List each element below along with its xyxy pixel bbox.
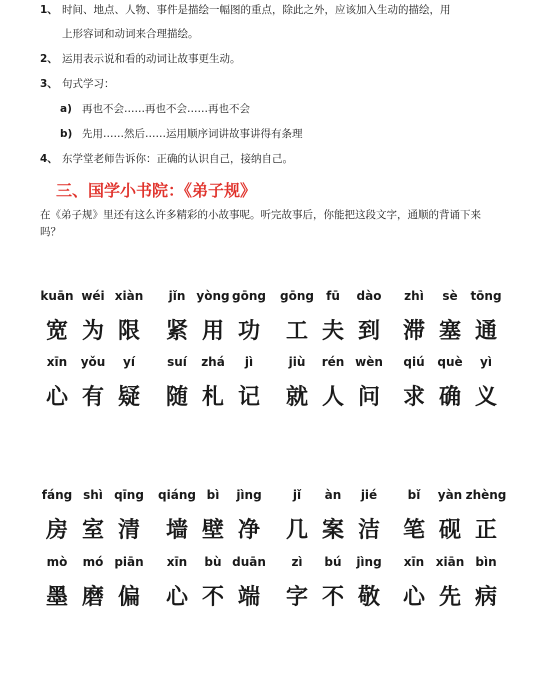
- list-item-4: [40, 152, 293, 166]
- hanzi-character: 不: [321, 584, 345, 610]
- pinyin-syllable: kuān: [40, 289, 74, 303]
- hanzi-character: 敬: [357, 584, 381, 610]
- pinyin-syllable: fáng: [41, 488, 73, 502]
- hanzi-character: 壁: [201, 517, 225, 543]
- pinyin-syllable: jì: [244, 355, 254, 369]
- pinyin-syllable: qiú: [403, 355, 425, 369]
- pinyin-syllable: bìn: [475, 555, 497, 569]
- pinyin-syllable: jiù: [288, 355, 306, 369]
- list-text: 再也不会……再也不会……再也不会: [82, 103, 250, 115]
- pinyin-syllable: tōng: [470, 289, 502, 303]
- pinyin-syllable: yí: [123, 355, 135, 369]
- list-number: 3、: [40, 78, 58, 90]
- pinyin-syllable: suí: [167, 355, 187, 369]
- pinyin-syllable: gōng: [280, 289, 314, 303]
- list-number: 1、: [40, 4, 58, 16]
- hanzi-character: 磨: [81, 584, 105, 610]
- list-number: 2、: [40, 53, 58, 65]
- pinyin-syllable: dào: [356, 289, 382, 303]
- hanzi-character: 到: [357, 318, 381, 344]
- list-number: a): [60, 103, 72, 115]
- list-item-3a: [60, 102, 250, 116]
- hanzi-character: 端: [237, 584, 261, 610]
- hanzi-character: 洁: [357, 517, 381, 543]
- pinyin-syllable: fū: [326, 289, 340, 303]
- hanzi-character: 人: [321, 384, 345, 410]
- hanzi-character: 字: [285, 584, 309, 610]
- hanzi-character: 札: [201, 384, 225, 410]
- pinyin-syllable: àn: [324, 488, 342, 502]
- hanzi-character: 为: [81, 318, 105, 344]
- pinyin-syllable: rén: [321, 355, 345, 369]
- list-text: 句式学习：: [62, 78, 115, 90]
- hanzi-character: 紧: [165, 318, 189, 344]
- pinyin-syllable: jié: [360, 488, 378, 502]
- pinyin-syllable: bù: [204, 555, 222, 569]
- pinyin-syllable: xīn: [166, 555, 188, 569]
- pinyin-syllable: shì: [83, 488, 103, 502]
- hanzi-character: 限: [117, 318, 141, 344]
- pinyin-syllable: mò: [46, 555, 68, 569]
- hanzi-character: 墙: [165, 517, 189, 543]
- hanzi-character: 偏: [117, 584, 141, 610]
- intro-paragraph: 在《弟子规》里还有这么许多精彩的小故事呢。听完故事后，你能把这段文字，通顺的背诵下来吗？: [40, 209, 481, 238]
- pinyin-syllable: bú: [324, 555, 342, 569]
- hanzi-character: 功: [237, 318, 261, 344]
- hanzi-character: 塞: [438, 318, 462, 344]
- pinyin-syllable: què: [437, 355, 463, 369]
- section-title: 三、国学小书院：《弟子规》: [56, 181, 257, 200]
- pinyin-syllable: xīn: [403, 555, 425, 569]
- hanzi-character: 滞: [402, 318, 426, 344]
- hanzi-character: 墨: [45, 584, 69, 610]
- pinyin-syllable: yàn: [437, 488, 463, 502]
- hanzi-character: 笔: [402, 517, 426, 543]
- list-item-2: [40, 52, 241, 66]
- hanzi-character: 工: [285, 318, 309, 344]
- list-item-1-continued: [62, 27, 199, 41]
- hanzi-character: 心: [165, 584, 189, 610]
- hanzi-character: 求: [402, 384, 426, 410]
- hanzi-character: 先: [438, 584, 462, 610]
- list-text: 上形容词和动词来合理描绘。: [62, 28, 199, 40]
- pinyin-syllable: duān: [232, 555, 266, 569]
- pinyin-syllable: qīng: [114, 488, 144, 502]
- hanzi-character: 宽: [45, 318, 69, 344]
- list-item-1: [40, 3, 451, 17]
- pinyin-syllable: yì: [480, 355, 492, 369]
- pinyin-syllable: mó: [82, 555, 104, 569]
- pinyin-syllable: zhá: [201, 355, 225, 369]
- hanzi-character: 就: [285, 384, 309, 410]
- list-text: 时间、地点、人物、事件是描绘一幅图的重点，除此之外，应该加入生动的描绘，用: [62, 4, 451, 16]
- pinyin-syllable: zhèng: [465, 488, 507, 502]
- hanzi-character: 夫: [321, 318, 345, 344]
- pinyin-syllable: jǐ: [292, 488, 302, 502]
- hanzi-character: 净: [237, 517, 261, 543]
- pinyin-syllable: xīn: [46, 355, 68, 369]
- hanzi-character: 疑: [117, 384, 141, 410]
- hanzi-character: 案: [321, 517, 345, 543]
- hanzi-character: 义: [474, 384, 498, 410]
- hanzi-character: 不: [201, 584, 225, 610]
- hanzi-character: 随: [165, 384, 189, 410]
- hanzi-character: 记: [237, 384, 261, 410]
- list-text: 先用……然后……运用顺序词讲故事讲得有条理: [82, 128, 303, 140]
- list-item-3b: [60, 127, 303, 141]
- list-item-3: [40, 77, 115, 91]
- hanzi-character: 心: [402, 584, 426, 610]
- hanzi-character: 几: [285, 517, 309, 543]
- pinyin-syllable: zì: [291, 555, 303, 569]
- pinyin-syllable: qiáng: [158, 488, 196, 502]
- hanzi-character: 有: [81, 384, 105, 410]
- hanzi-character: 确: [438, 384, 462, 410]
- list-number: b): [60, 128, 73, 140]
- pinyin-syllable: bǐ: [407, 488, 421, 502]
- hanzi-character: 砚: [438, 517, 462, 543]
- hanzi-character: 房: [45, 517, 69, 543]
- pinyin-syllable: zhì: [404, 289, 424, 303]
- hanzi-character: 病: [474, 584, 498, 610]
- list-number: 4、: [40, 153, 58, 165]
- pinyin-syllable: wèn: [355, 355, 383, 369]
- pinyin-syllable: wéi: [81, 289, 105, 303]
- hanzi-character: 正: [474, 517, 498, 543]
- hanzi-character: 问: [357, 384, 381, 410]
- hanzi-character: 用: [201, 318, 225, 344]
- hanzi-character: 通: [474, 318, 498, 344]
- list-text: 运用表示说和看的动词让故事更生动。: [62, 53, 241, 65]
- pinyin-syllable: yòng: [196, 289, 230, 303]
- hanzi-character: 室: [81, 517, 105, 543]
- pinyin-syllable: jìng: [356, 555, 382, 569]
- pinyin-syllable: xiàn: [114, 289, 144, 303]
- hanzi-character: 清: [117, 517, 141, 543]
- pinyin-syllable: jǐn: [168, 289, 186, 303]
- pinyin-syllable: piān: [114, 555, 144, 569]
- pinyin-syllable: yǒu: [80, 355, 106, 369]
- pinyin-syllable: xiān: [435, 555, 465, 569]
- list-text: 东学堂老师告诉你：正确的认识自己，接纳自己。: [62, 153, 293, 165]
- pinyin-syllable: bì: [206, 488, 220, 502]
- pinyin-syllable: jìng: [236, 488, 262, 502]
- pinyin-syllable: gōng: [232, 289, 266, 303]
- hanzi-character: 心: [45, 384, 69, 410]
- pinyin-syllable: sè: [442, 289, 458, 303]
